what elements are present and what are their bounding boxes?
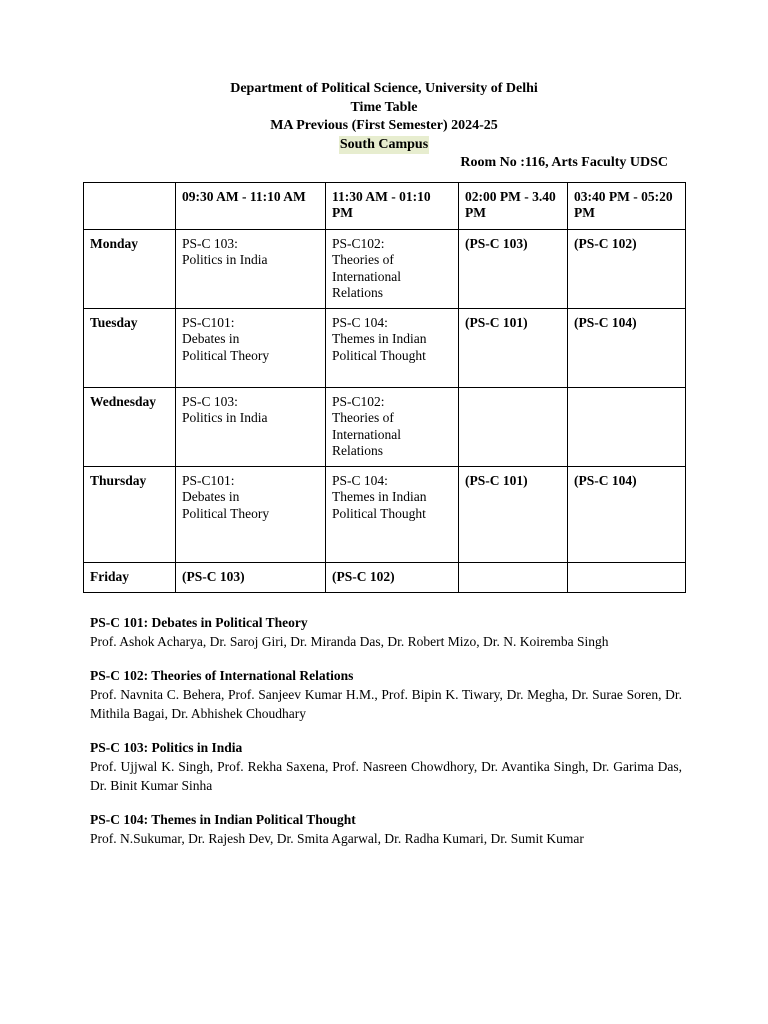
timetable-row-monday [84,230,686,309]
day-cell: Friday [84,563,176,593]
timetable-row-tuesday [84,309,686,388]
document-header [0,80,768,154]
course-block-psc101 [90,613,682,651]
class-cell: PS-C101: Debates in Political Theory [176,467,326,563]
course-title: PS-C 104: Themes in Indian Political Thought [90,812,356,827]
class-cell: PS-C102: Theories of International Relations [326,388,459,467]
slot-header: 03:40 PM - 05:20 PM [568,183,686,230]
timetable-row-thursday [84,467,686,563]
course-faculty-list [90,613,682,863]
class-cell [568,563,686,593]
slot-header: 02:00 PM - 3.40 PM [459,183,568,230]
course-faculty: Prof. Ujjwal K. Singh, Prof. Rekha Saxena, Prof. Nasreen Chowdhory, Dr. Avantika Singh, Dr. Garima Das, Dr. Binit Kumar Sinha [90,759,682,793]
course-title: PS-C 103: Politics in India [90,740,243,755]
day-cell: Thursday [84,467,176,563]
class-cell [568,388,686,467]
day-cell: Wednesday [84,388,176,467]
class-cell: PS-C 104: Themes in Indian Political Thought [326,309,459,388]
class-cell: PS-C102: Theories of International Relations [326,230,459,309]
slot-header: 09:30 AM - 11:10 AM [176,183,326,230]
class-cell: (PS-C 104) [568,309,686,388]
course-block-psc104 [90,810,682,848]
timetable-header-row [84,183,686,230]
class-cell: (PS-C 103) [459,230,568,309]
course-title: PS-C 102: Theories of International Relations [90,668,354,683]
timetable-row-friday [84,563,686,593]
timetable [83,182,686,593]
course-faculty: Prof. Navnita C. Behera, Prof. Sanjeev Kumar H.M., Prof. Bipin K. Tiwary, Dr. Megha, Dr. Surae Soren, Dr. Mithila Bagai, Dr. Abhishek Choudhary [90,687,682,721]
class-cell: PS-C 103: Politics in India [176,388,326,467]
department-title: Department of Political Science, University of Delhi [230,81,538,96]
class-cell: PS-C 104: Themes in Indian Political Thought [326,467,459,563]
timetable-title: Time Table [350,99,418,115]
room-label: Room No :116, Arts Faculty UDSC [460,155,668,170]
course-faculty: Prof. Ashok Acharya, Dr. Saroj Giri, Dr. Miranda Das, Dr. Robert Mizo, Dr. N. Koiremba Singh [90,634,609,649]
class-cell: PS-C 103: Politics in India [176,230,326,309]
class-cell: (PS-C 101) [459,309,568,388]
course-block-psc102 [90,666,682,723]
course-block-psc103 [90,738,682,795]
class-cell [459,563,568,593]
program-title: MA Previous (First Semester) 2024-25 [270,118,498,133]
campus-label: South Campus [339,136,429,155]
corner-cell [84,183,176,230]
class-cell: (PS-C 104) [568,467,686,563]
class-cell: (PS-C 102) [326,563,459,593]
class-cell: (PS-C 101) [459,467,568,563]
class-cell: (PS-C 103) [176,563,326,593]
timetable-row-wednesday [84,388,686,467]
day-cell: Tuesday [84,309,176,388]
class-cell: PS-C101: Debates in Political Theory [176,309,326,388]
course-faculty: Prof. N.Sukumar, Dr. Rajesh Dev, Dr. Smita Agarwal, Dr. Radha Kumari, Dr. Sumit Kumar [90,831,584,846]
class-cell: (PS-C 102) [568,230,686,309]
day-cell: Monday [84,230,176,309]
slot-header: 11:30 AM - 01:10 PM [326,183,459,230]
course-title: PS-C 101: Debates in Political Theory [90,615,308,630]
class-cell [459,388,568,467]
